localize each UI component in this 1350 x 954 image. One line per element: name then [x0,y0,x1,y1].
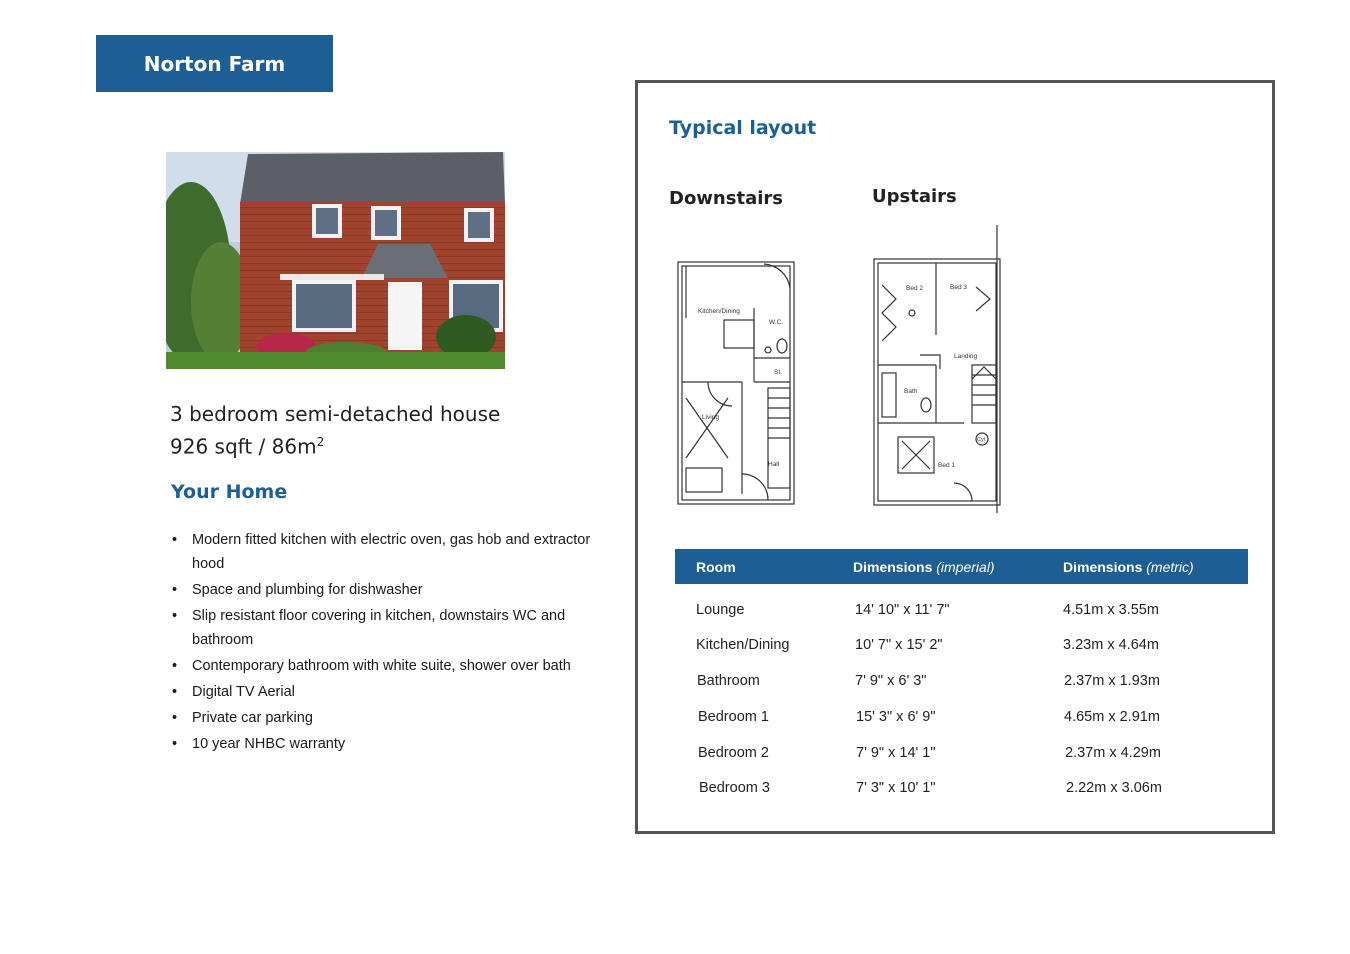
table-row [675,709,1248,745]
room-metric: 3.23m x 4.64m [1063,637,1159,653]
room-imperial: 14' 10" x 11' 7" [855,602,950,618]
room-imperial: 7' 9" x 14' 1" [856,745,936,761]
house-photo [166,152,505,369]
room-imperial: 15' 3" x 6' 9" [856,709,936,725]
dimensions-table-header [675,549,1248,584]
downstairs-floor-plan [668,258,800,508]
landing-label: Landing [954,353,978,360]
col-imperial: Dimensions (imperial) [853,559,995,575]
room-metric: 2.22m x 3.06m [1066,780,1162,796]
house-size: 926 sqft / $86m^2$ [170,434,325,459]
feature-item: • Digital TV Aerial [170,680,610,704]
table-row [675,745,1248,781]
living-label: Living [702,414,719,421]
room-metric: 4.51m x 3.55m [1063,602,1159,618]
hall-label: Hall [768,461,780,468]
upstairs-floor-plan [868,225,1004,513]
feature-item: • Space and plumbing for dishwasher [170,578,610,602]
feature-item: • 10 year NHBC warranty [170,732,610,756]
room-name: Bathroom [697,673,760,689]
room-name: Bedroom 2 [698,745,769,761]
bed1-label: Bed 1 [938,462,955,469]
room-metric: 2.37m x 1.93m [1064,673,1160,689]
col-room: Room [696,559,736,575]
bath-label: Bath [904,388,918,395]
col-metric: Dimensions (metric) [1063,559,1194,575]
room-imperial: 7' 3" x 10' 1" [856,780,936,796]
room-name: Bedroom 1 [698,709,769,725]
room-name: Bedroom 3 [699,780,770,796]
room-imperial: 7' 9" x 6' 3" [855,673,927,689]
development-name-banner [96,35,333,92]
room-name: Kitchen/Dining [696,637,790,653]
table-row [675,637,1248,673]
kitchen-dining-label: Kitchen/Dining [698,308,740,315]
table-row [675,602,1248,638]
storage-label: St. [774,369,782,376]
table-row [675,780,1248,816]
upstairs-label: Upstairs [872,186,957,207]
typical-layout-heading: Typical layout [669,117,817,139]
room-name: Lounge [696,602,745,618]
feature-item: • Private car parking [170,706,610,730]
your-home-heading: Your Home [171,481,288,503]
features-list [170,528,610,758]
room-imperial: 10' 7" x 15' 2" [855,637,943,653]
room-metric: 4.65m x 2.91m [1064,709,1160,725]
table-row [675,673,1248,709]
house-type: 3 bedroom semi-detached house [170,402,501,426]
feature-item: • Modern fitted kitchen with electric oven, gas hob and extractor hood [170,528,610,576]
development-name: Norton Farm [143,51,286,76]
bed3-label: Bed 3 [950,284,967,291]
house-illustration [166,152,505,369]
feature-item: • Contemporary bathroom with white suite, shower over bath [170,654,610,678]
cylinder-label: Cyl [977,437,985,443]
bed2-label: Bed 2 [906,285,923,292]
house-description [170,400,500,461]
downstairs-label: Downstairs [669,188,783,209]
wc-label: W.C. [769,319,784,326]
room-metric: 2.37m x 4.29m [1065,745,1161,761]
feature-item: • Slip resistant floor covering in kitchen, downstairs WC and bathroom [170,604,610,652]
